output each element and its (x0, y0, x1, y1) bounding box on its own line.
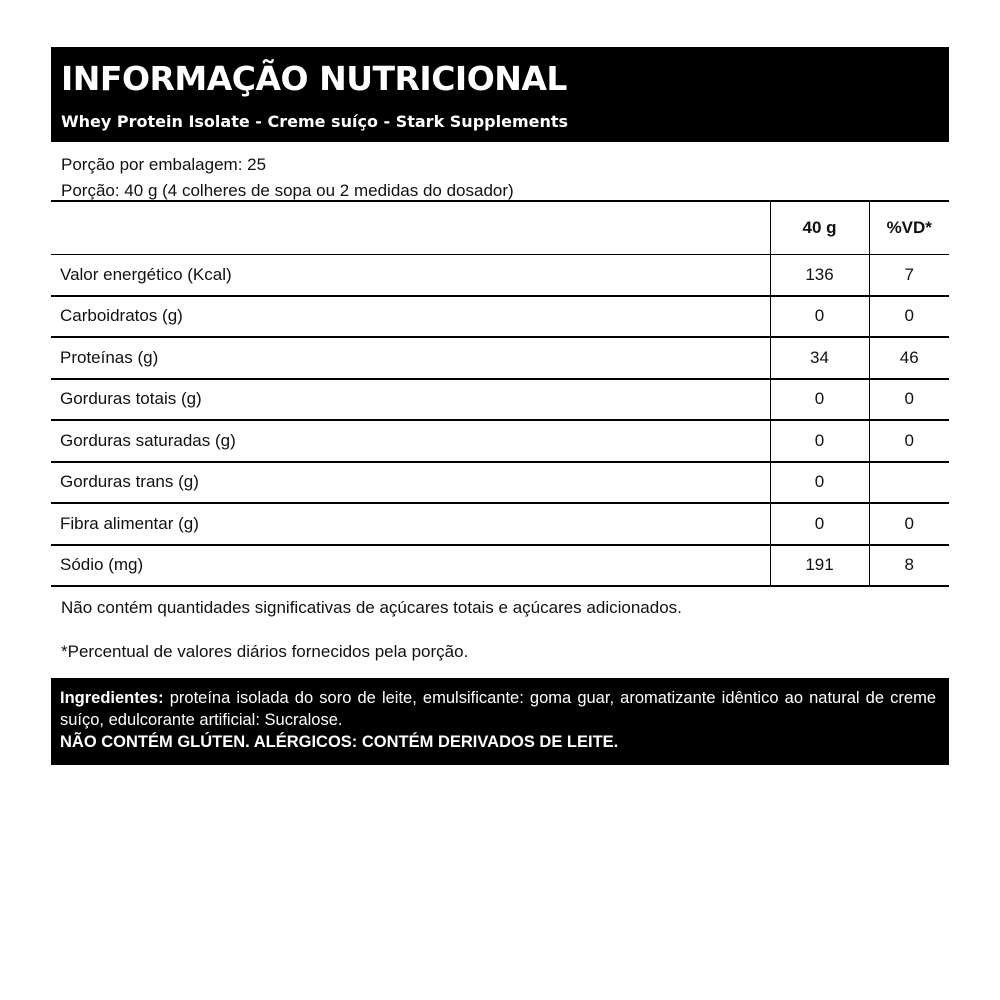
portions-per-package: Porção por embalagem: 25 (61, 155, 267, 174)
portion-info (51, 142, 949, 200)
nutrient-vd: 8 (869, 545, 949, 587)
nutrient-name: Carboidratos (g) (60, 306, 183, 326)
nutrient-name: Proteínas (g) (60, 347, 159, 367)
nutrient-name: Gorduras saturadas (g) (60, 430, 236, 450)
table-header-row (51, 201, 949, 254)
product-subtitle: Whey Protein Isolate - Creme suíço - Stark Supplements (61, 112, 569, 131)
header-amount: 40 g (770, 201, 869, 254)
nutrient-amount: 0 (770, 420, 869, 462)
nutrient-name: Fibra alimentar (g) (60, 513, 199, 533)
nutrition-table (51, 200, 949, 587)
nutrient-vd: 0 (869, 503, 949, 545)
table-row (51, 296, 949, 338)
nutrient-vd: 0 (869, 379, 949, 421)
nutrition-label (51, 47, 949, 765)
table-row (51, 545, 949, 587)
nutrient-vd: 0 (869, 420, 949, 462)
nutrient-vd: 0 (869, 296, 949, 338)
ingredients-box (51, 678, 949, 765)
nutrient-name: Gorduras totais (g) (60, 389, 202, 409)
vd-footnote: *Percentual de valores diários fornecidos pela porção. (61, 642, 469, 661)
nutrient-amount: 0 (770, 296, 869, 338)
allergen-warning: NÃO CONTÉM GLÚTEN. ALÉRGICOS: CONTÉM DERIVADOS DE LEITE. (60, 733, 619, 751)
nutrient-name: Valor energético (Kcal) (60, 264, 232, 284)
table-row (51, 337, 949, 379)
table-row (51, 254, 949, 296)
label-title: INFORMAÇÃO NUTRICIONAL (61, 59, 567, 98)
nutrient-amount: 0 (770, 379, 869, 421)
nutrient-amount: 34 (770, 337, 869, 379)
nutrient-amount: 136 (770, 254, 869, 296)
table-row (51, 420, 949, 462)
nutrient-amount: 191 (770, 545, 869, 587)
header-name (51, 201, 770, 254)
table-row (51, 503, 949, 545)
ingredients-text (60, 687, 936, 731)
nutrient-vd (869, 462, 949, 504)
nutrient-name: Gorduras trans (g) (60, 472, 199, 492)
nutrient-amount: 0 (770, 503, 869, 545)
header-vd: %VD* (869, 201, 949, 254)
nutrient-vd: 46 (869, 337, 949, 379)
nutrient-amount: 0 (770, 462, 869, 504)
nutrient-name: Sódio (mg) (60, 555, 144, 575)
table-row (51, 379, 949, 421)
label-header (51, 47, 949, 142)
sugars-note: Não contém quantidades significativas de açúcares totais e açúcares adicionados. (61, 598, 682, 617)
ingredients-label: Ingredientes: (60, 689, 164, 707)
table-row (51, 462, 949, 504)
nutrient-vd: 7 (869, 254, 949, 296)
ingredients-list: proteína isolada do soro de leite, emulsificante: goma guar, aromatizante idêntico ao natural de creme suíço, edulcorante artificial: Sucralose. (60, 689, 936, 729)
portion-size: Porção: 40 g (4 colheres de sopa ou 2 medidas do dosador) (61, 181, 514, 200)
